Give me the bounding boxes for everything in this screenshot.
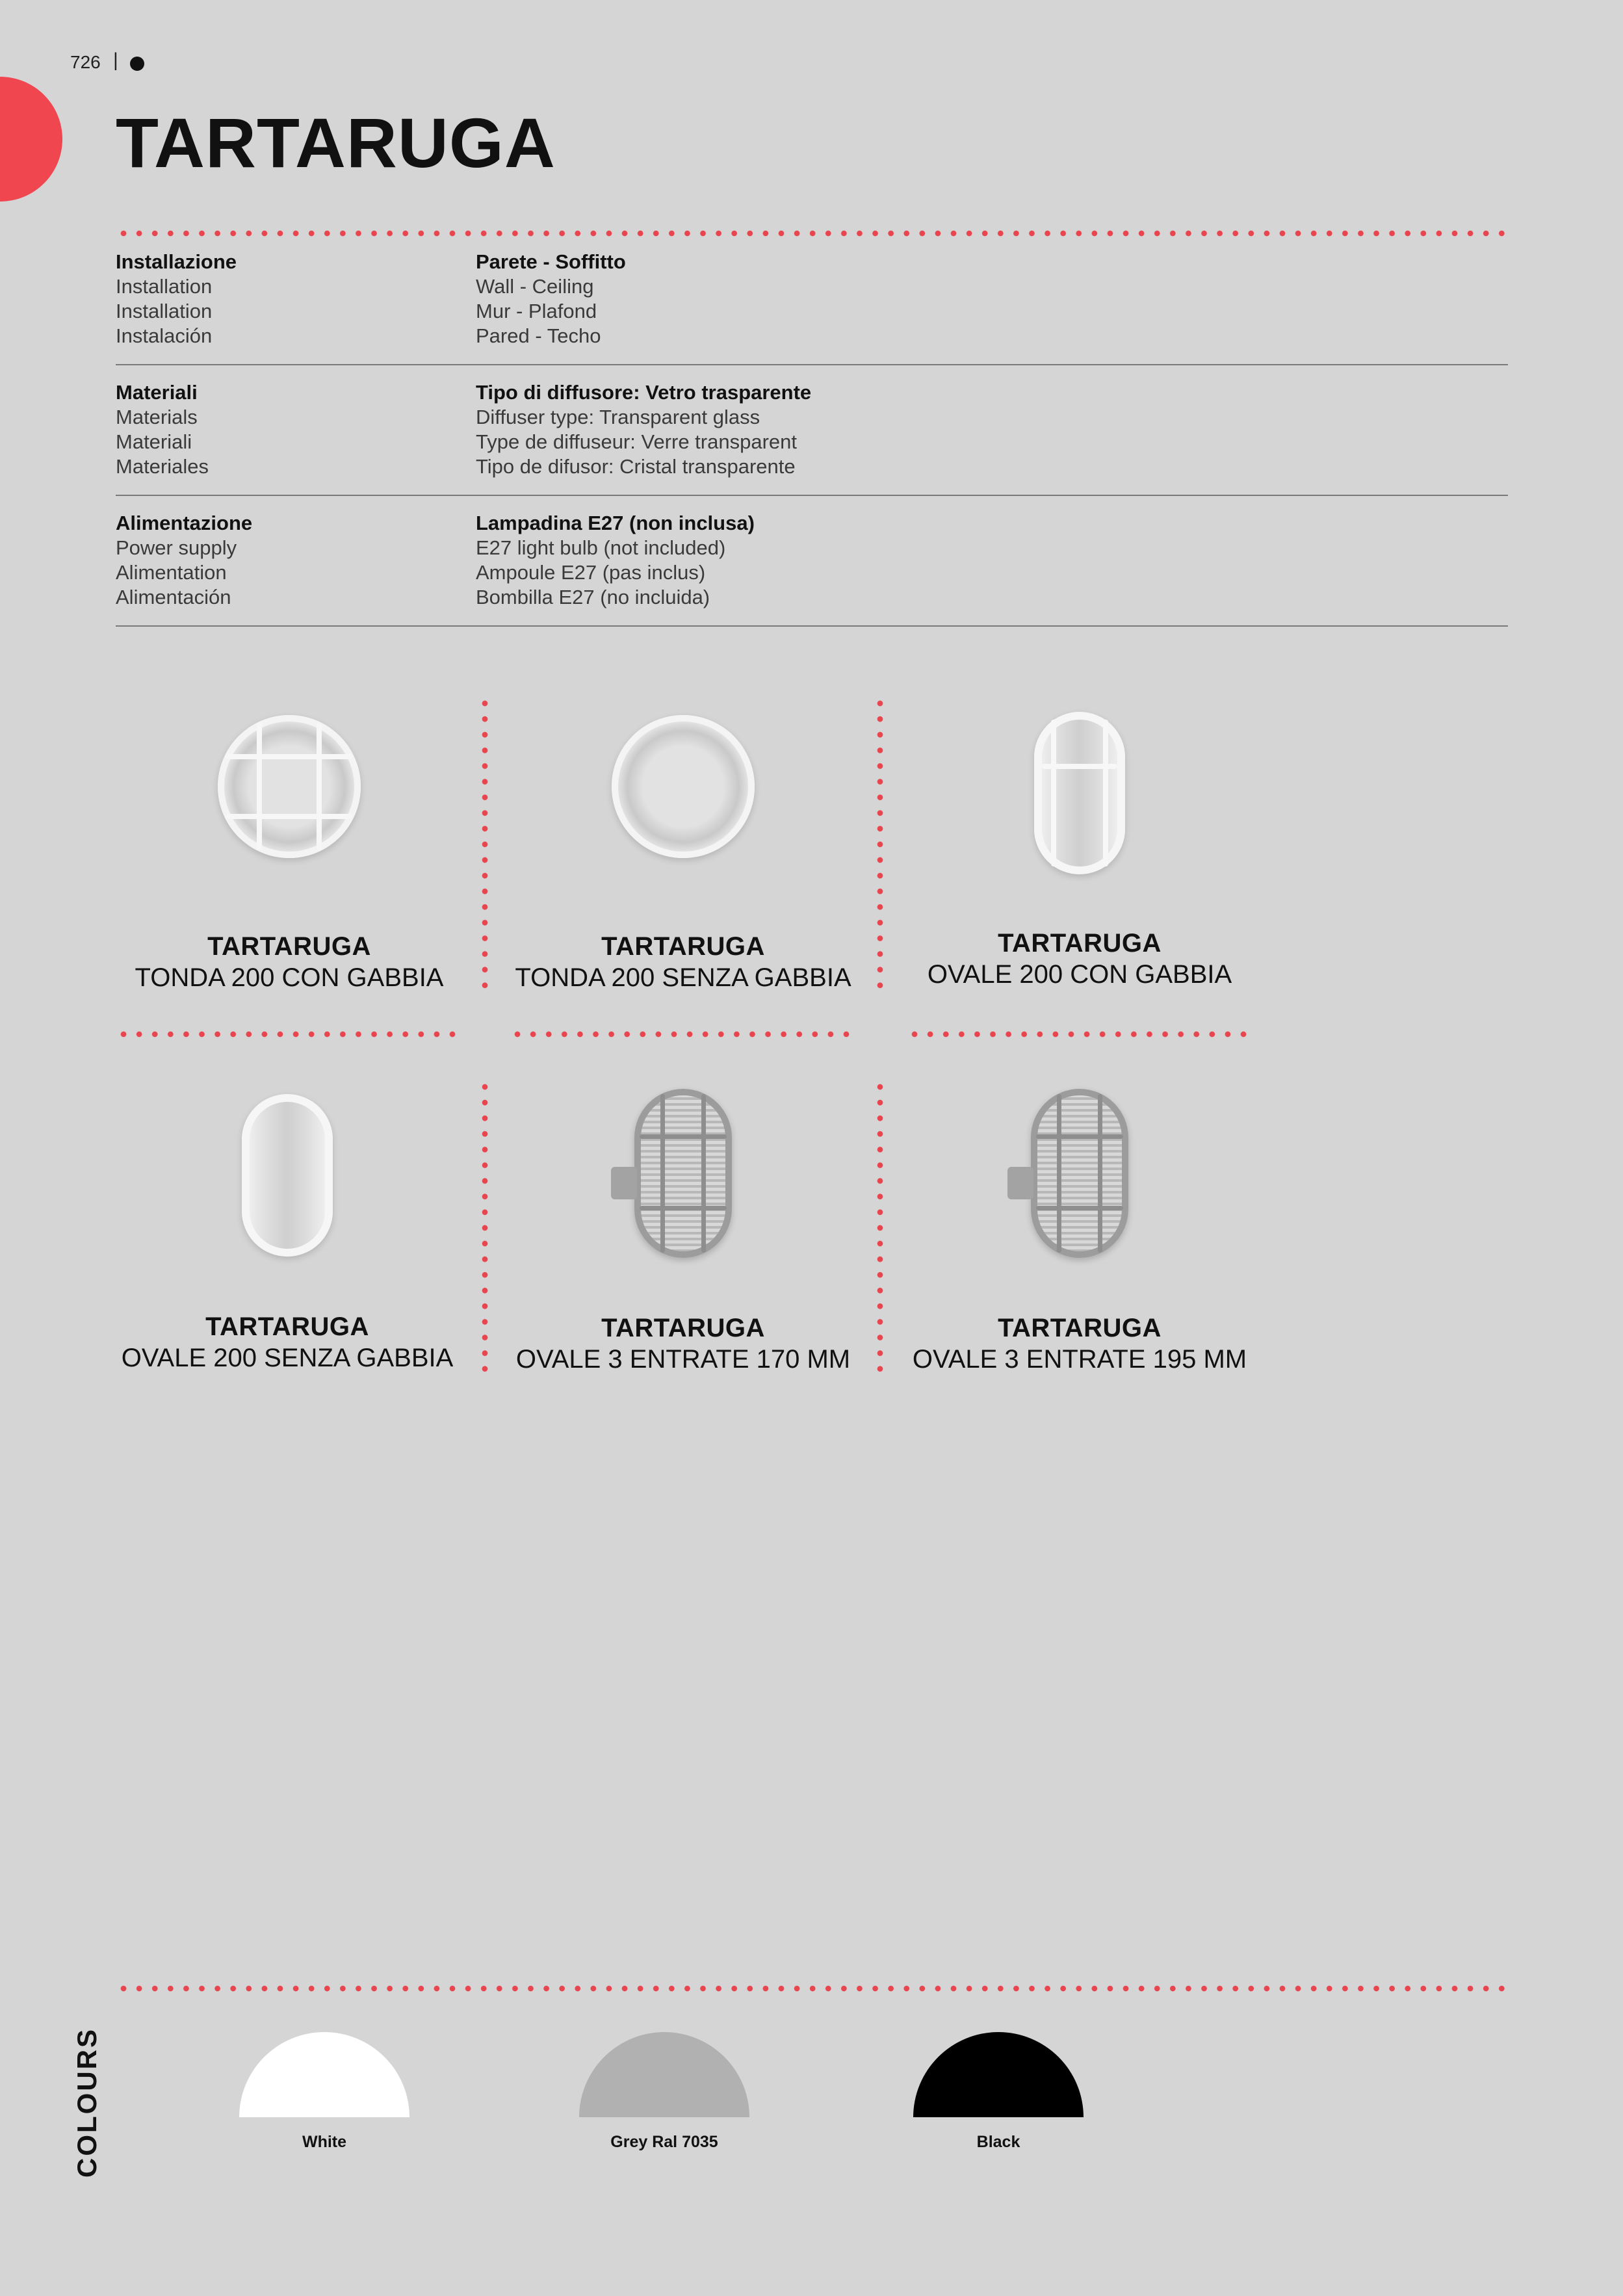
product-model: TONDA 200 CON GABBIA	[135, 963, 444, 992]
dotted-divider	[482, 1079, 488, 1378]
lamp-round-image	[612, 715, 755, 858]
spec-value: Tipo di diffusore: Vetro trasparente	[476, 381, 812, 404]
spec-label: Alimentación	[116, 586, 231, 608]
section-tab-marker	[0, 77, 62, 202]
spec-label: Instalación	[116, 324, 213, 347]
spec-label: Materiali	[116, 430, 192, 453]
spec-label: Materiales	[116, 455, 209, 478]
product-card[interactable]	[92, 1094, 482, 1374]
spec-label: Installation	[116, 275, 213, 298]
spec-power-supply	[116, 511, 1507, 615]
spec-label: Materiali	[116, 381, 198, 404]
product-card[interactable]	[885, 712, 1275, 990]
dotted-divider	[116, 230, 1511, 237]
product-model: TONDA 200 SENZA GABBIA	[515, 963, 851, 992]
product-model: OVALE 3 ENTRATE 170 MM	[515, 1345, 851, 1374]
colours-heading: COLOURS	[71, 2028, 102, 2178]
spec-label: Installazione	[116, 250, 237, 273]
product-model: OVALE 200 SENZA GABBIA	[121, 1344, 454, 1372]
spec-rule	[116, 364, 1508, 365]
colour-swatch-grey[interactable]	[573, 2032, 755, 2152]
dotted-divider	[907, 1031, 1255, 1037]
product-name: TARTARUGA	[601, 1314, 765, 1342]
dotted-divider	[116, 1985, 1511, 1992]
product-name: TARTARUGA	[207, 932, 371, 961]
spec-label: Alimentation	[116, 561, 227, 584]
swatch-label: Black	[976, 2133, 1020, 2151]
product-name: TARTARUGA	[205, 1312, 369, 1341]
spec-value: Ampoule E27 (pas inclus)	[476, 561, 706, 584]
swatch-shape	[913, 2032, 1084, 2117]
spec-label: Materials	[116, 406, 198, 428]
spec-value: Diffuser type: Transparent glass	[476, 406, 760, 428]
dotted-divider	[116, 1031, 464, 1037]
spec-value: E27 light bulb (not included)	[476, 536, 726, 559]
bullet-dot-icon	[130, 57, 144, 71]
product-card[interactable]	[488, 715, 878, 993]
lamp-round-cage-image	[218, 715, 361, 858]
lamp-oval-metal-image	[1031, 1089, 1128, 1258]
swatch-shape	[239, 2032, 409, 2117]
product-card[interactable]	[885, 1089, 1275, 1375]
lamp-oval-cage-image	[1034, 712, 1125, 874]
spec-label: Alimentazione	[116, 512, 253, 534]
spec-label: Installation	[116, 300, 213, 322]
product-card[interactable]	[488, 1089, 878, 1375]
spec-value: Bombilla E27 (no incluida)	[476, 586, 710, 608]
colour-swatch-black[interactable]	[907, 2032, 1089, 2152]
page-title: TARTARUGA	[116, 103, 556, 182]
lamp-oval-image	[242, 1094, 333, 1257]
swatch-label: Grey Ral 7035	[610, 2133, 718, 2151]
product-model: OVALE 200 CON GABBIA	[927, 960, 1232, 989]
product-model: OVALE 3 ENTRATE 195 MM	[912, 1345, 1247, 1374]
spec-value: Tipo de difusor: Cristal transparente	[476, 455, 796, 478]
page-number-separator: |	[113, 49, 118, 71]
spec-value: Pared - Techo	[476, 324, 601, 347]
spec-materials	[116, 380, 1507, 484]
swatch-label: White	[302, 2133, 347, 2151]
product-card[interactable]	[94, 715, 484, 993]
spec-rule	[116, 625, 1508, 627]
spec-installation	[116, 250, 1507, 354]
dotted-divider	[510, 1031, 858, 1037]
lamp-oval-metal-image	[634, 1089, 732, 1258]
colour-swatch-white[interactable]	[233, 2032, 415, 2152]
spec-rule	[116, 495, 1508, 496]
product-name: TARTARUGA	[998, 929, 1162, 958]
spec-value: Wall - Ceiling	[476, 275, 594, 298]
spec-value: Parete - Soffitto	[476, 250, 626, 273]
spec-value: Mur - Plafond	[476, 300, 597, 322]
product-name: TARTARUGA	[601, 932, 765, 961]
swatch-shape	[579, 2032, 749, 2117]
page-number: 726	[70, 52, 101, 72]
product-name: TARTARUGA	[998, 1314, 1162, 1342]
spec-value: Type de diffuseur: Verre transparent	[476, 430, 798, 453]
spec-label: Power supply	[116, 536, 237, 559]
spec-value: Lampadina E27 (non inclusa)	[476, 512, 755, 534]
